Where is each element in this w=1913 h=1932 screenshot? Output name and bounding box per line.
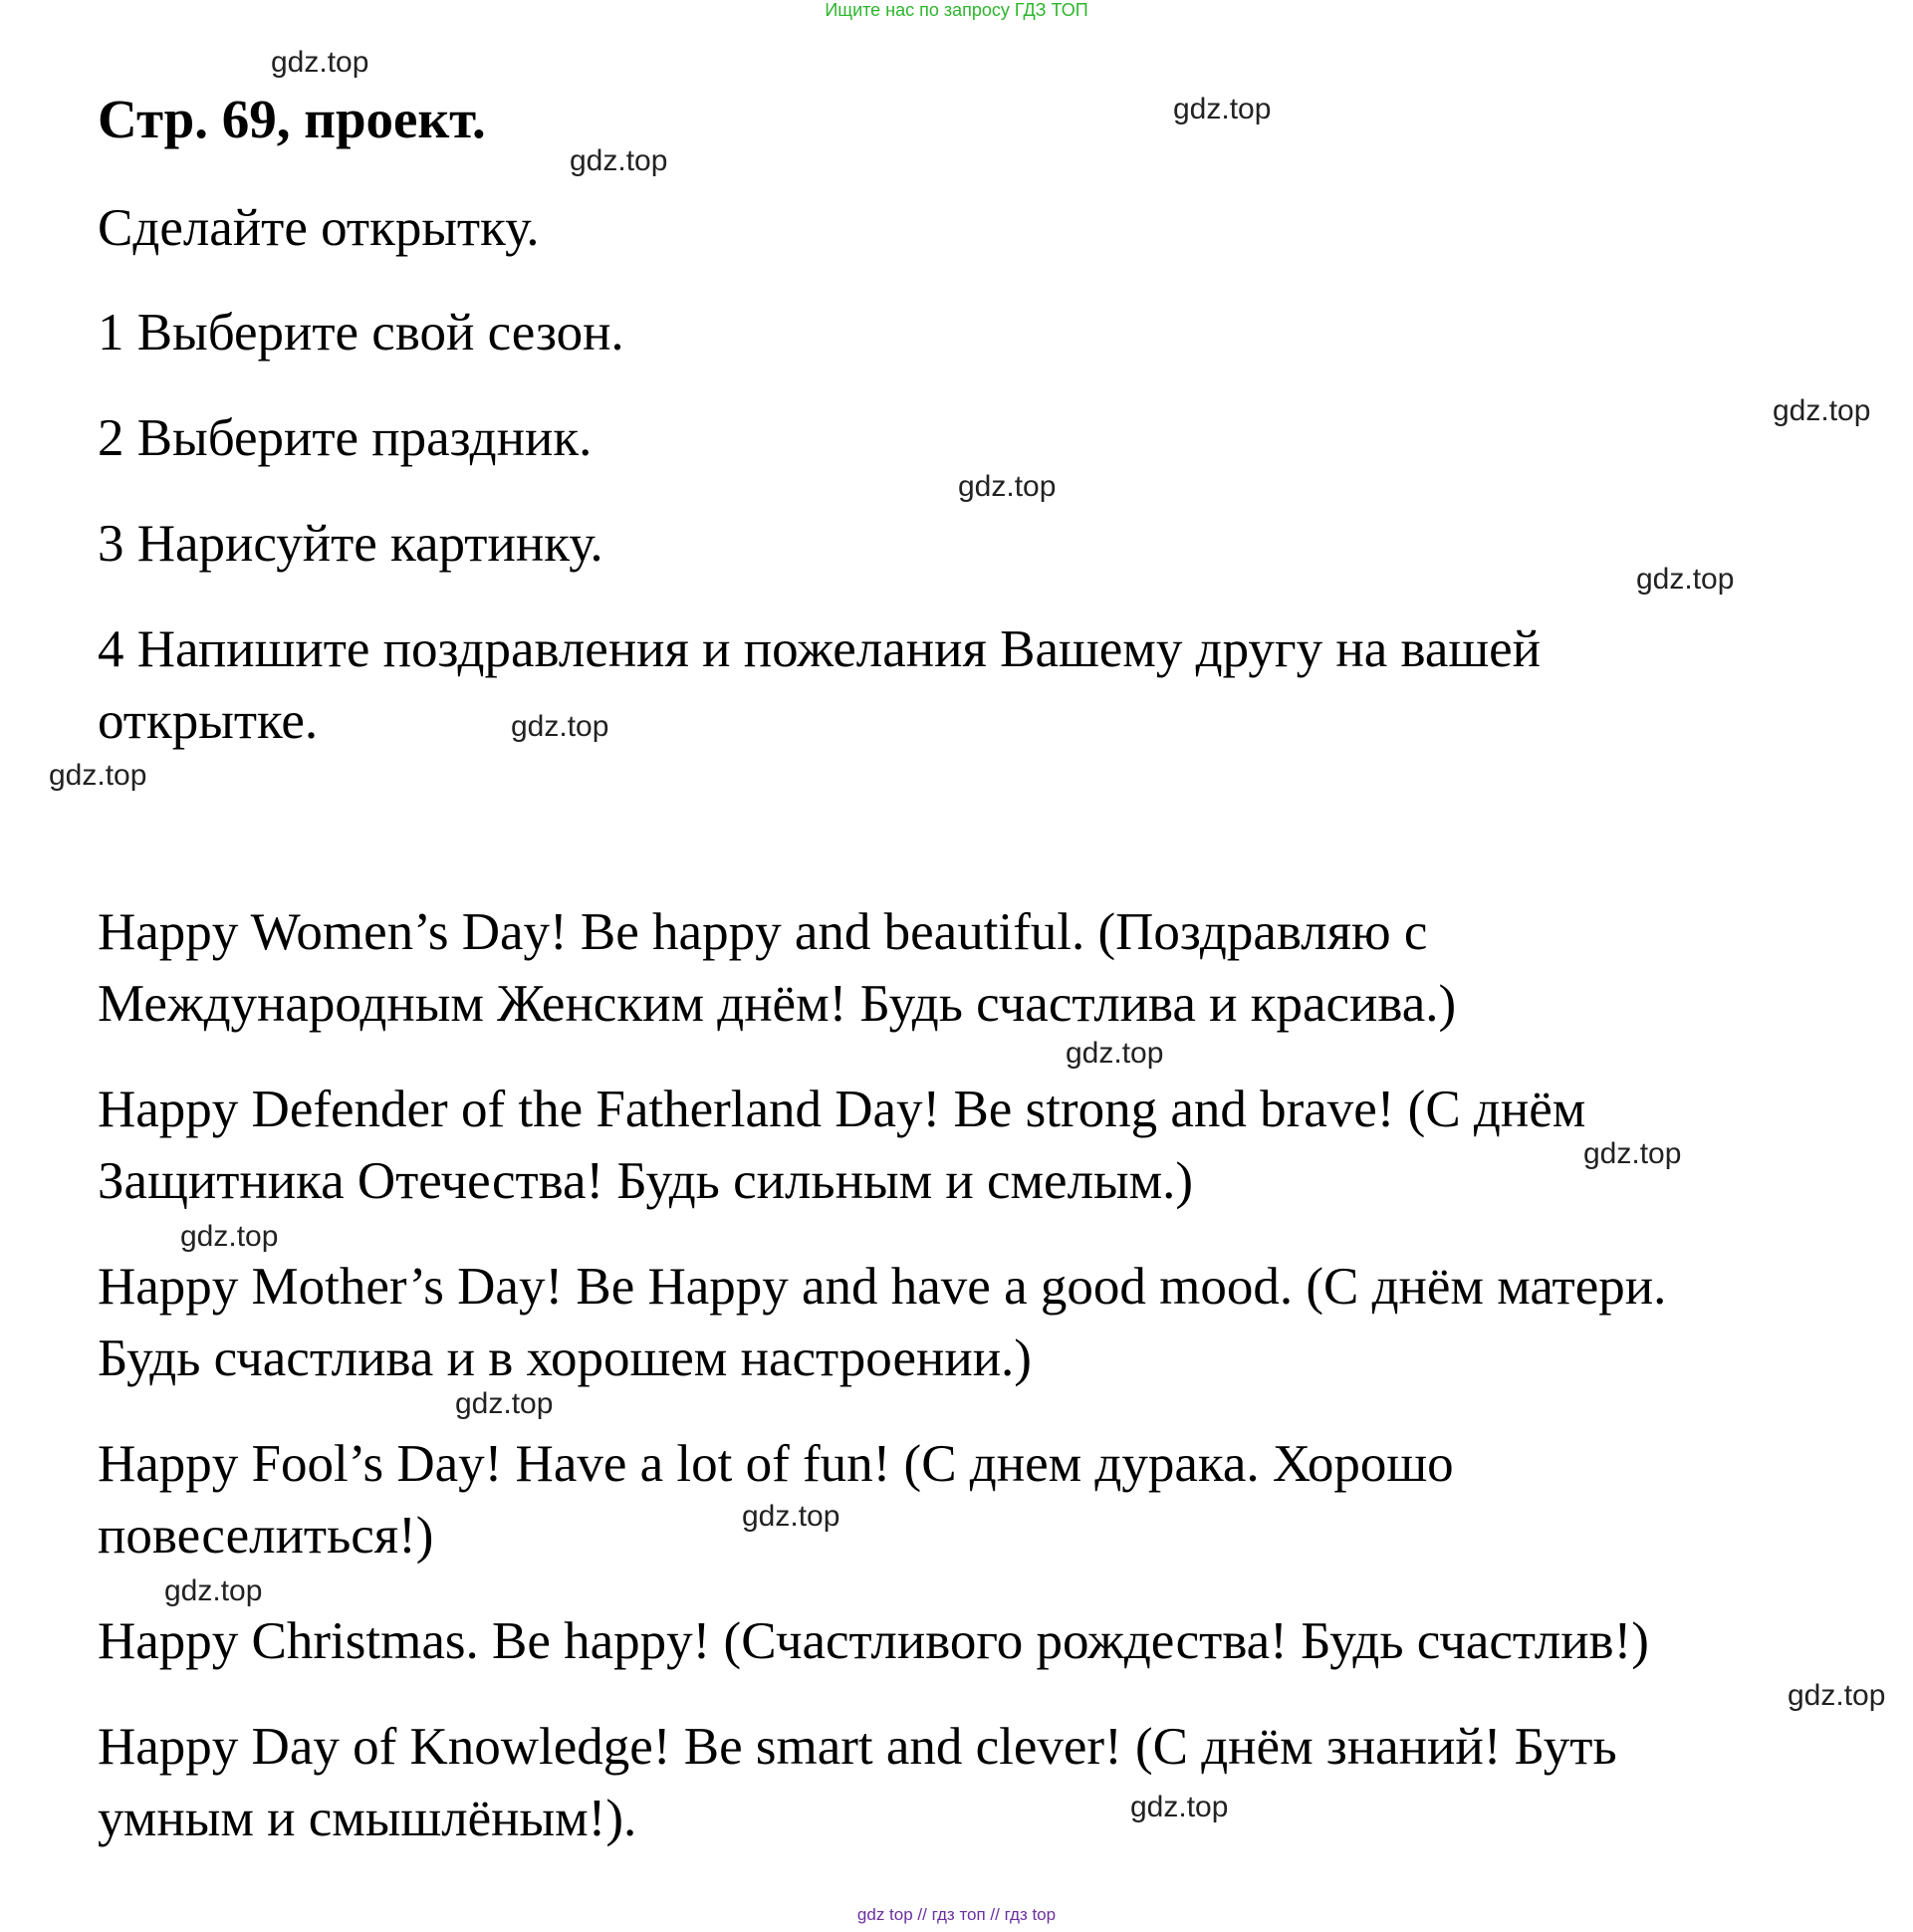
- watermark: gdz.top: [1066, 1037, 1164, 1070]
- top-banner: Ищите нас по запросу ГДЗ ТОП: [825, 0, 1088, 20]
- page-title: Стр. 69, проект.: [98, 89, 486, 149]
- watermark: gdz.top: [49, 759, 147, 792]
- watermark: gdz.top: [271, 46, 369, 79]
- watermark: gdz.top: [1773, 394, 1871, 427]
- task-step-2: 2 Выберите праздник.: [98, 409, 593, 467]
- watermark: gdz.top: [958, 470, 1057, 503]
- greeting-christmas-line-1: Happy Christmas. Be happy! (Счастливого рождества! Будь счастлив!): [98, 1612, 1649, 1670]
- task-step-3: 3 Нарисуйте картинку.: [98, 515, 603, 573]
- greeting-fools-day-line-2: повеселиться!): [98, 1507, 434, 1565]
- watermark: gdz.top: [1583, 1137, 1682, 1170]
- task-intro: Сделайте открытку.: [98, 199, 540, 257]
- greeting-defender-day-line-2: Защитника Отечества! Будь сильным и смелым.): [98, 1152, 1194, 1210]
- watermark: gdz.top: [1788, 1679, 1886, 1712]
- footer: gdz top // гдз топ // гдз top: [856, 1905, 1057, 1924]
- greeting-womens-day-line-1: Happy Women’s Day! Be happy and beautiful. (Поздравляю с: [98, 903, 1428, 961]
- greeting-defender-day-line-1: Happy Defender of the Fatherland Day! Be strong and brave! (С днём: [98, 1081, 1586, 1138]
- greeting-knowledge-day-line-1: Happy Day of Knowledge! Be smart and clever! (С днём знаний! Буть: [98, 1718, 1617, 1776]
- greeting-knowledge-day-line-2: умным и смышлёным!).: [98, 1790, 637, 1847]
- watermark: gdz.top: [1173, 93, 1272, 125]
- watermark: gdz.top: [180, 1220, 279, 1253]
- watermark: gdz.top: [1636, 563, 1735, 596]
- greeting-womens-day-line-2: Международным Женским днём! Будь счастлива и красива.): [98, 975, 1457, 1033]
- greeting-mothers-day-line-2: Будь счастлива и в хорошем настроении.): [98, 1329, 1032, 1387]
- watermark: gdz.top: [570, 144, 668, 177]
- task-step-1: 1 Выберите свой сезон.: [98, 304, 624, 362]
- greeting-mothers-day-line-1: Happy Mother’s Day! Be Happy and have a good mood. (С днём матери.: [98, 1258, 1667, 1316]
- watermark: gdz.top: [455, 1387, 554, 1420]
- task-step-4-line-2: открытке.: [98, 692, 319, 750]
- watermark: gdz.top: [164, 1574, 263, 1607]
- task-step-4-line-1: 4 Напишите поздравления и пожелания Вашему другу на вашей: [98, 620, 1542, 678]
- greeting-fools-day-line-1: Happy Fool’s Day! Have a lot of fun! (С днем дурака. Хорошо: [98, 1435, 1454, 1493]
- watermark: gdz.top: [742, 1500, 840, 1533]
- watermark: gdz.top: [1130, 1791, 1229, 1823]
- watermark: gdz.top: [511, 710, 609, 743]
